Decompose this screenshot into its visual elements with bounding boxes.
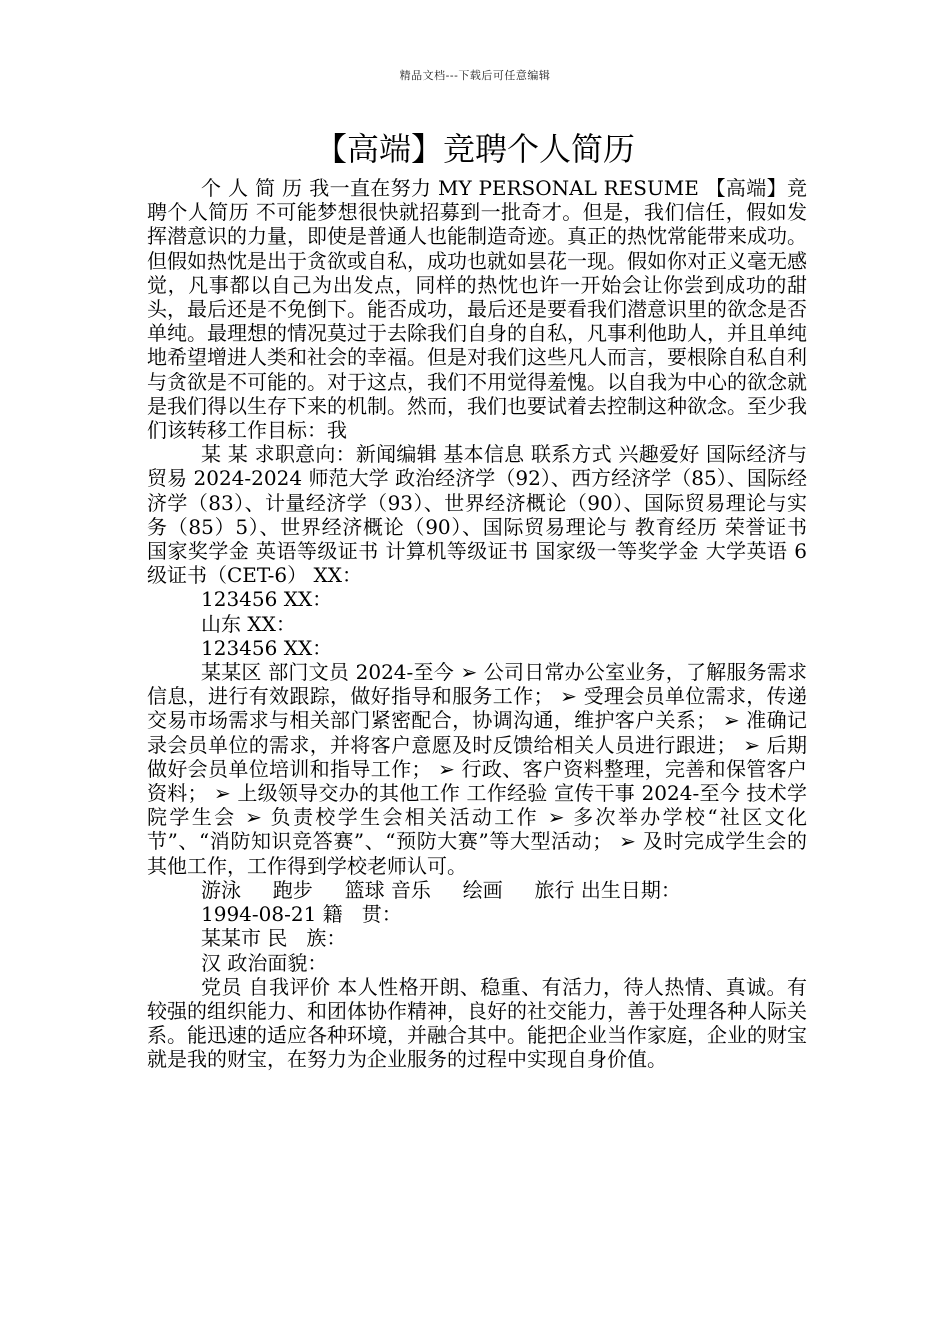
document-body — [147, 176, 807, 1072]
document-title: 【高端】竞聘个人简历 — [314, 130, 635, 168]
contact-line: 山东 XX： — [201, 611, 296, 636]
profile-paragraph: 某 某 求职意向：新闻编辑 基本信息 联系方式 兴趣爱好 国际经济与贸易 2024-2024 师范大学 政治经济学（92）、西方经济学（85）、国际经济学（83）、计量经济学（93）、世界经济概论（90）、国际贸易理论与实务（85）5）、世界经济概论（90）、国际贸易理论与 教育经历 荣誉证书 国家奖学金 英语等级证书 计算机等级证书 国家级一等奖学金 大学英语 6 级证书（CET-6） XX： — [147, 442, 807, 588]
native-place-line: 某某市 民 族： — [201, 926, 347, 951]
header-note: 精品文档---下载后可任意编辑 — [399, 69, 551, 82]
birthdate-line: 1994-08-21 籍 贯： — [201, 902, 402, 927]
ethnicity-line: 汉 政治面貌： — [201, 950, 328, 975]
contact-line: 123456 XX： — [201, 587, 333, 612]
self-evaluation-paragraph: 党员 自我评价 本人性格开朗、稳重、有活力，待人热情、真诚。有较强的组织能力、和团体协作精神，良好的社交能力，善于处理各种人际关系。能迅速的适应各种环境，并融合其中。能把企业当作家庭，企业的财宝就是我的财宝，在努力为企业服务的过程中实现自身价值。 — [147, 974, 807, 1072]
work-experience-paragraph: 某某区 部门文员 2024-至今 ➢ 公司日常办公室业务，了解服务需求信息，进行有效跟踪，做好指导和服务工作； ➢ 受理会员单位需求，传递交易市场需求与相关部门紧密配合，协调沟通，维护客户关系； ➢ 准确记录会员单位的需求，并将客户意愿及时反馈给相关人员进行跟进； ➢ 后期做好会员单位培训和指导工作； ➢ 行政、客户资料整理，完善和保管客户资料； ➢ 上级领导交办的其他工作 工作经验 宣传干事 2024-至今 技术学院学生会 ➢ 负责校学生会相关活动工作 ➢ 多次举办学校“社区文化节”、“消防知识竞答赛”、“预防大赛”等大型活动； ➢ 及时完成学生会的其他工作，工作得到学校老师认可。 — [147, 660, 807, 878]
contact-line: 123456 XX： — [201, 635, 333, 660]
intro-paragraph: 个 人 简 历 我一直在努力 MY PERSONAL RESUME 【高端】竞聘个人简历 不可能梦想很快就招募到一批奇才。但是，我们信任，假如发挥潜意识的力量，即使是普通人也能制造奇迹。真正的热忱常能带来成功。但假如热忱是出于贪欲或自私，成功也就如昙花一现。假如你对正义毫无感觉，凡事都以自己为出发点，同样的热忱也许一开始会让你尝到成功的甜头，最后还是不免倒下。能否成功，最后还是要看我们潜意识里的欲念是否单纯。最理想的情况莫过于去除我们自身的自私，凡事利他助人，并且单纯地希望增进人类和社会的幸福。但是对我们这些凡人而言，要根除自私自利与贪欲是不可能的。对于这点，我们不用觉得羞愧。以自我为中心的欲念就是我们得以生存下来的机制。然而，我们也要试着去控制这种欲念。至少我们该转移工作目标：我 — [147, 176, 807, 443]
hobbies-line: 游泳 跑步 篮球 音乐 绘画 旅行 出生日期： — [201, 877, 681, 902]
